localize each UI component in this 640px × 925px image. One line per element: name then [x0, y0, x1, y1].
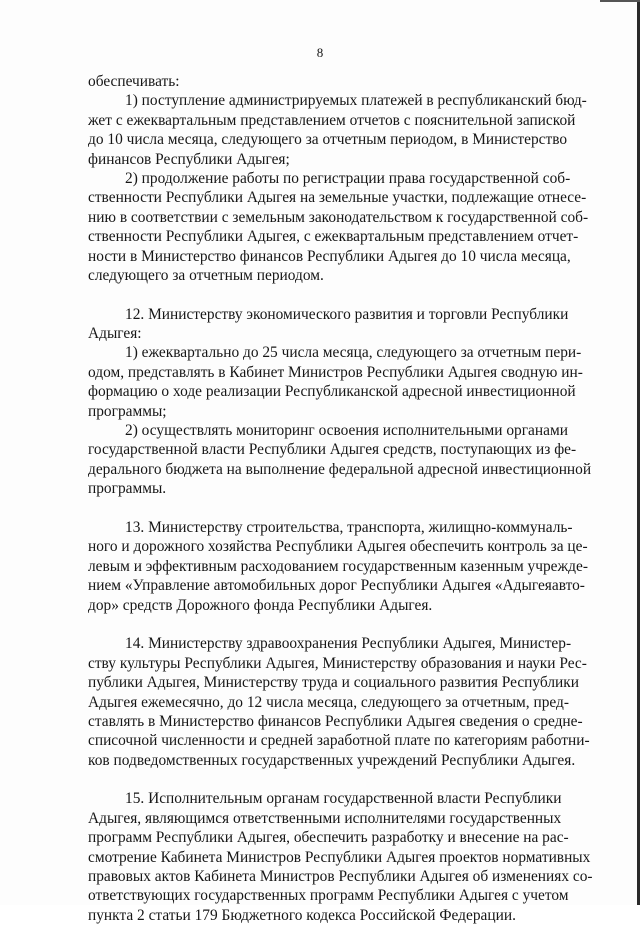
text-line: смотрение Кабинета Министров Республики Адыгея проектов нормативных: [88, 848, 591, 866]
paragraph-gap: [88, 615, 561, 634]
text-line: формацию о ходе реализации Республиканской адресной инвестиционной: [88, 383, 576, 401]
text-line: нием «Управление автомобильных дорог Республики Адыгея «Адыгеяавто-: [88, 577, 585, 595]
text-line: ного и дорожного хозяйства Республики Адыгея обеспечить контроль за це-: [88, 538, 588, 556]
text-line: ности в Министерство финансов Республики Адыгея до 10 числа месяца,: [88, 247, 571, 265]
text-line: 13. Министерству строительства, транспорта, жилищно-коммуналь-: [125, 518, 573, 536]
paragraph: [88, 518, 588, 615]
text-line: Адыгея ежемесячно, до 12 числа месяца, следующего за отчетным, пред-: [88, 693, 570, 711]
text-line: государственной власти Республики Адыгея средств, поступающих из фе-: [88, 441, 577, 459]
text-line: ков подведомственных государственных учреждений Республики Адыгея.: [88, 751, 576, 769]
text-line: Адыгея, являющимся ответственными исполнителями государственных: [88, 809, 562, 827]
text-line: программы;: [88, 402, 167, 420]
text-line: публики Адыгея, Министерству труда и социального развития Республики: [88, 674, 579, 692]
paragraph: [88, 72, 561, 91]
text-line: дор» средств Дорожного фонда Республики Адыгея.: [88, 596, 433, 614]
paragraph: [88, 169, 589, 285]
text-line: одом, представлять в Кабинет Министров Республики Адыгея сводную ин-: [88, 363, 583, 381]
text-line: программ Республики Адыгея, обеспечить разработку и внесение на рас-: [88, 829, 569, 847]
text-line: обеспечивать:: [88, 73, 180, 90]
text-line: дерального бюджета на выполнение федеральной адресной инвестиционной: [88, 460, 592, 478]
paragraph: [88, 305, 569, 344]
text-line: Адыгея:: [88, 325, 142, 343]
text-line: жет с ежеквартальным представлением отчетов с пояснительной запиской: [88, 111, 576, 129]
text-line: до 10 числа месяца, следующего за отчетным периодом, в Министерство: [88, 131, 568, 149]
text-line: следующего за отчетным периодом.: [88, 266, 324, 284]
document-body: [88, 72, 593, 925]
text-line: пункта 2 статьи 179 Бюджетного кодекса Российской Федерации.: [88, 906, 516, 924]
text-line: 2) продолжение работы по регистрации права государственной соб-: [125, 169, 571, 187]
paragraph-gap: [88, 499, 561, 518]
text-line: правовых актов Кабинета Министров Республики Адыгея об изменениях со-: [88, 868, 593, 886]
page-number: 8: [316, 45, 324, 60]
text-line: ставлять в Министерство финансов Республики Адыгея сведения о средне-: [88, 712, 583, 730]
text-line: левым и эффективным расходованием государственным казенным учрежде-: [88, 557, 588, 575]
text-line: 1) поступление администрируемых платежей в республиканский бюд-: [125, 92, 587, 110]
text-line: 2) осуществлять мониторинг освоения исполнительными органами: [125, 422, 568, 440]
text-line: 15. Исполнительным органам государственной власти Республики: [125, 790, 562, 808]
text-line: списочной численности и средней заработной плате по категориям работни-: [88, 732, 590, 750]
paragraph-gap: [88, 285, 561, 304]
paragraph: [88, 91, 587, 169]
text-line: нию в соответствии с земельным законодательством к государственной соб-: [88, 208, 589, 226]
text-line: ственности Республики Адыгея на земельные участки, подлежащие отнесе-: [88, 189, 587, 207]
paragraph: [88, 634, 590, 770]
text-line: 14. Министерству здравоохранения Республики Адыгея, Министер-: [125, 635, 572, 653]
paragraph: [88, 421, 592, 499]
text-line: 12. Министерству экономического развития и торговли Республики: [125, 305, 569, 323]
text-line: ству культуры Республики Адыгея, Министерству образования и науки Рес-: [88, 654, 587, 672]
text-line: 1) ежеквартально до 25 числа месяца, следующего за отчетным пери-: [125, 344, 582, 362]
paragraph: [88, 343, 583, 421]
text-line: ственности Республики Адыгея, с ежеквартальным представлением отчет-: [88, 228, 579, 246]
text-line: ответствующих государственных программ Республики Адыгея с учетом: [88, 887, 569, 905]
text-line: программы.: [88, 480, 167, 498]
paragraph-gap: [88, 770, 561, 789]
text-line: финансов Республики Адыгея;: [88, 150, 290, 168]
scan-edge-mark: [600, 0, 640, 2]
